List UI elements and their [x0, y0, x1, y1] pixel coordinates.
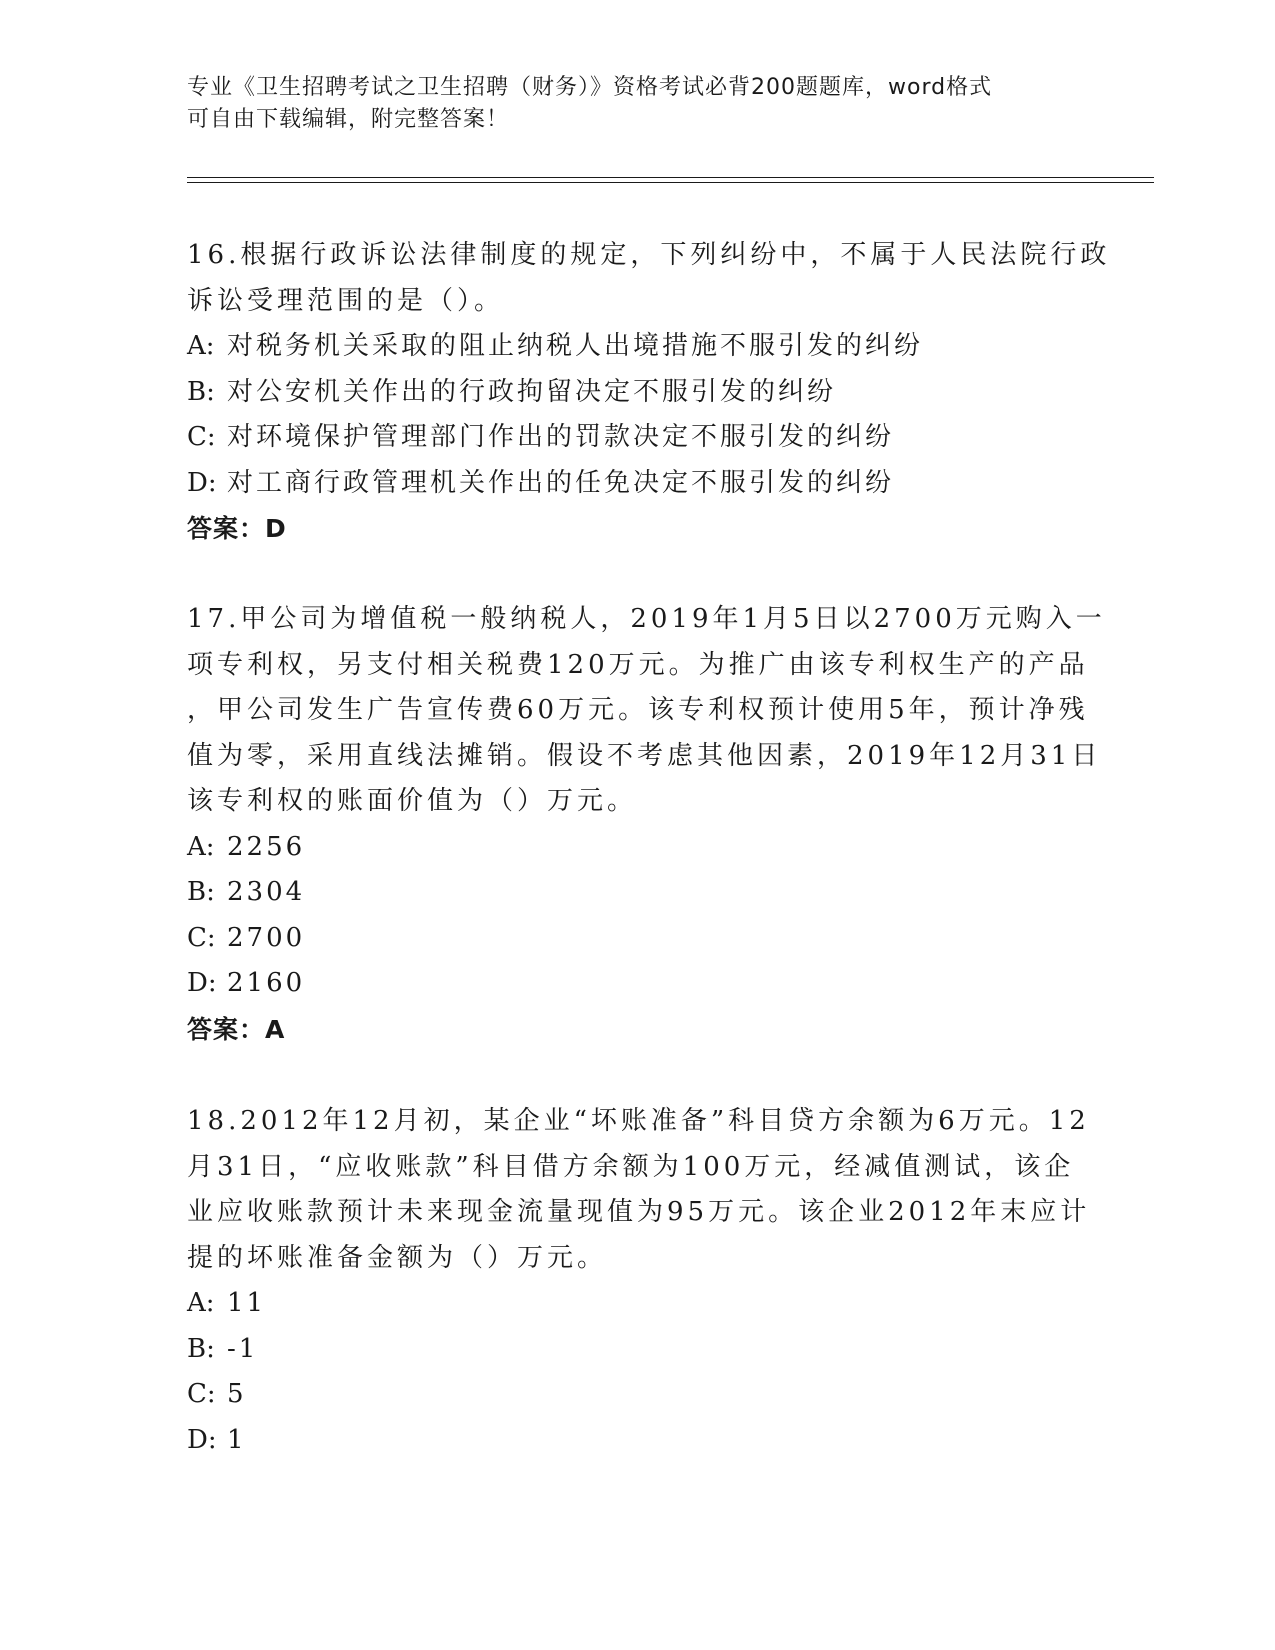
option-key: B: — [187, 376, 215, 407]
option-text: 2160 — [227, 968, 306, 998]
question-stem-line: 17.甲公司为增值税一般纳税人，2019年1月5日以2700万元购入一 — [187, 604, 1106, 634]
option-key: C: — [187, 922, 216, 953]
header-divider-bottom — [187, 182, 1154, 183]
option-key: A: — [187, 1288, 215, 1318]
option-text: 2304 — [227, 877, 306, 907]
option-text: 2256 — [227, 831, 306, 862]
option-key: D: — [187, 467, 217, 498]
question-17 — [187, 597, 1106, 1052]
option-key: A: — [187, 831, 215, 862]
option-a — [187, 324, 1087, 370]
header-line-1: 专业《卫生招聘考试之卫生招聘（财务）》资格考试必背200题题库，word格式 — [187, 75, 993, 100]
question-16 — [187, 233, 1111, 552]
option-b — [187, 370, 1087, 416]
question-stem-line: ，甲公司发生广告宣传费60万元。该专利权预计使用5年，预计净残 — [187, 695, 1089, 725]
option-text: 2700 — [227, 922, 306, 953]
option-text: 对税务机关采取的阻止纳税人出境措施不服引发的纠纷 — [227, 331, 924, 361]
option-text: 1 — [227, 1424, 247, 1455]
option-key: C: — [187, 422, 216, 452]
question-stem-line: 值为零，采用直线法摊销。假设不考虑其他因素，2019年12月31日 — [187, 740, 1102, 771]
question-stem-line: 诉讼受理范围的是（）。 — [187, 285, 505, 316]
option-key: B: — [187, 877, 215, 907]
question-stem-line: 16.根据行政诉讼法律制度的规定，下列纠纷中，不属于人民法院行政 — [187, 240, 1111, 270]
option-b — [187, 1327, 1087, 1373]
option-text: 11 — [227, 1288, 267, 1318]
option-key: C: — [187, 1379, 216, 1409]
question-stem-line: 项专利权，另支付相关税费120万元。为推广由该专利权生产的产品 — [187, 649, 1089, 680]
option-key: D: — [187, 968, 217, 998]
option-c — [187, 916, 1087, 962]
answer-label: 答案：D — [187, 514, 287, 543]
option-b — [187, 870, 1087, 916]
option-key: A: — [187, 331, 215, 361]
option-text: -1 — [227, 1333, 259, 1364]
option-d — [187, 961, 1087, 1007]
question-stem-line: 该专利权的账面价值为（）万元。 — [187, 786, 638, 816]
document-header — [187, 72, 1087, 136]
question-stem-line: 提的坏账准备金额为（）万元。 — [187, 1242, 608, 1273]
option-key: D: — [187, 1424, 217, 1455]
header-line-2: 可自由下载编辑，附完整答案！ — [187, 107, 510, 132]
option-c — [187, 1372, 1087, 1418]
answer-label: 答案：A — [187, 1014, 286, 1044]
option-text: 对环境保护管理部门作出的罚款决定不服引发的纠纷 — [227, 422, 895, 452]
option-d — [187, 461, 1087, 507]
option-text: 5 — [227, 1379, 247, 1409]
option-text: 对工商行政管理机关作出的任免决定不服引发的纠纷 — [227, 467, 895, 498]
question-18 — [187, 1099, 1091, 1463]
question-stem-line: 18.2012年12月初，某企业“坏账准备”科目贷方余额为6万元。12 — [187, 1106, 1090, 1136]
option-a — [187, 1281, 1087, 1327]
question-stem-line: 月31日，“应收账款”科目借方余额为100万元，经减值测试，该企 — [187, 1151, 1075, 1182]
question-stem-line: 业应收账款预计未来现金流量现值为95万元。该企业2012年末应计 — [187, 1197, 1091, 1227]
option-a — [187, 825, 1087, 871]
header-divider-top — [187, 177, 1154, 178]
option-d — [187, 1418, 1087, 1464]
option-text: 对公安机关作出的行政拘留决定不服引发的纠纷 — [227, 376, 837, 407]
option-key: B: — [187, 1333, 215, 1364]
option-c — [187, 415, 1087, 461]
